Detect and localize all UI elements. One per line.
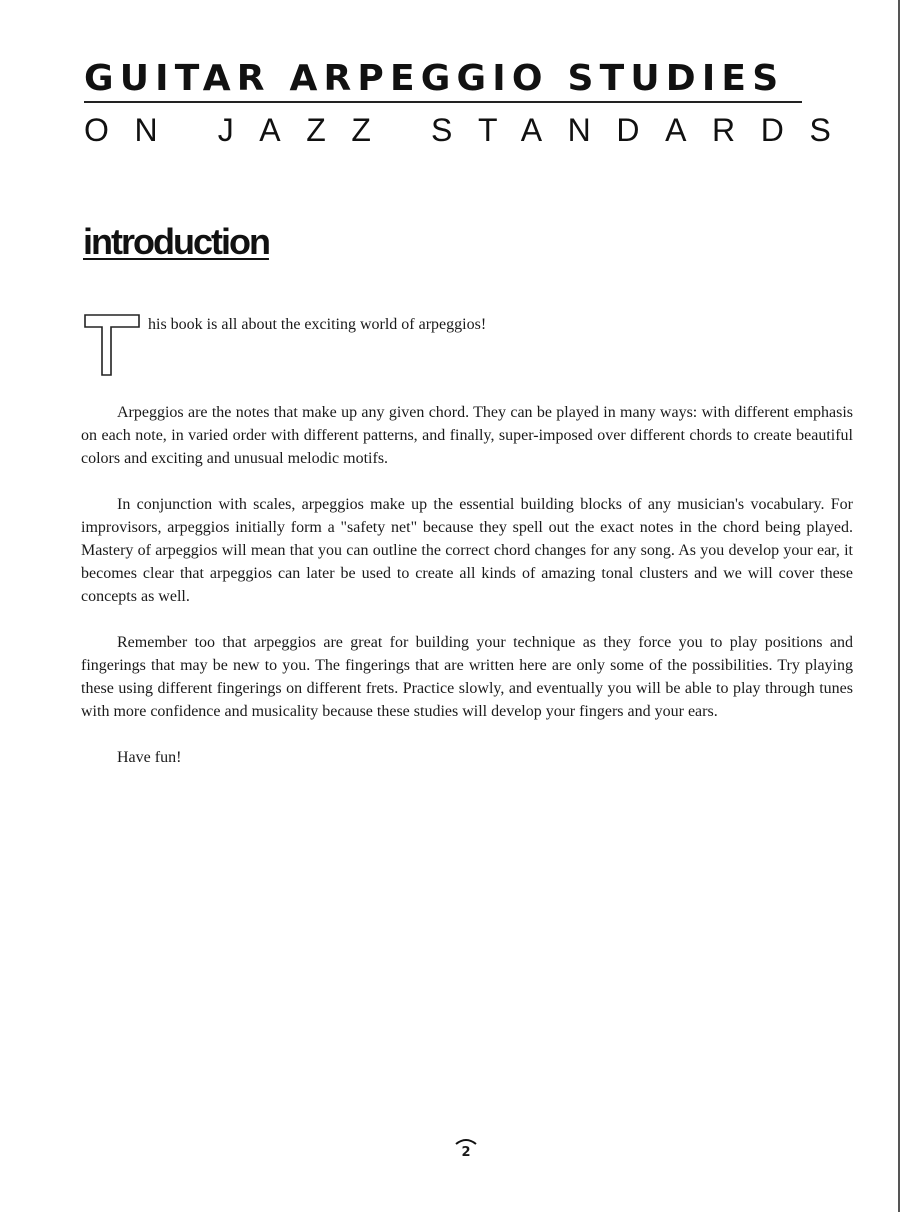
drop-cap-outline-icon — [84, 314, 140, 376]
page-number — [446, 1138, 486, 1159]
book-title: GUITAR ARPEGGIO STUDIES — [84, 58, 785, 99]
body-text — [81, 401, 853, 792]
paragraph-technique: Remember too that arpeggios are great for building your technique as they force you to play positions and fingerings that may be new to you. The fingerings that are written here are only some of the possibilities. Try playing these using different fingerings on different frets. Practice slowly, and eventually you will be able to play through tunes with more confidence and musicality because these studies will develop your fingers and your ears. — [81, 634, 853, 720]
book-subtitle: ON JAZZ STANDARDS — [84, 112, 857, 148]
section-heading: introduction — [83, 221, 269, 262]
page-number-value: 2 — [461, 1145, 471, 1160]
drop-cap-letter — [84, 314, 140, 376]
intro-first-line: his book is all about the exciting world of arpeggios! — [148, 316, 487, 333]
paragraph-arpeggios-definition: Arpeggios are the notes that make up any given chord. They can be played in many ways: with different emphasis on each note, in varied order with different patterns, and finally, super-imposed over different chords to create beautiful colors and exciting and unusual melodic motifs. — [81, 404, 853, 467]
paragraph-scales-conjunction: In conjunction with scales, arpeggios make up the essential building blocks of any musician's vocabulary. For improvisors, arpeggios initially form a "safety net" because they spell out the exact notes in the chord being played. Mastery of arpeggios will mean that you can outline the correct chord changes for any song. As you develop your ear, it becomes clear that arpeggios can later be used to create all kinds of amazing tonal clusters and we will cover these concepts as well. — [81, 496, 853, 605]
paragraph-have-fun: Have fun! — [117, 749, 182, 766]
title-rule — [84, 101, 802, 103]
page-number-ornament-icon — [454, 1138, 478, 1145]
